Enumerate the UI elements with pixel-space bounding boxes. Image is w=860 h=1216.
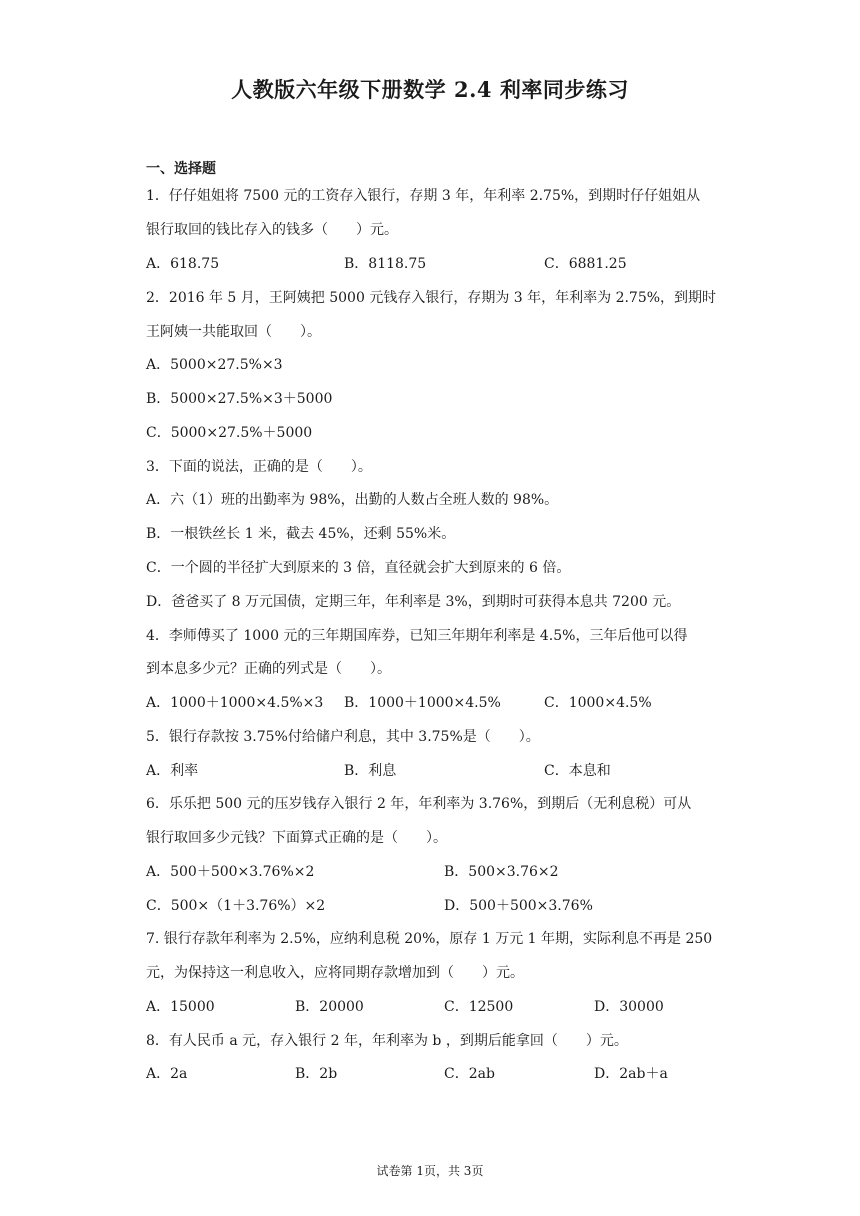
question-8-option-d: D．2ab＋a bbox=[594, 1066, 668, 1082]
section-heading: 一、选择题 bbox=[146, 161, 216, 177]
question-1-option-a: A．618.75 bbox=[146, 256, 220, 272]
question-7-option-c: C．12500 bbox=[444, 999, 514, 1015]
question-5-option-c: C．本息和 bbox=[544, 763, 611, 779]
question-5-option-b: B．利息 bbox=[344, 763, 397, 779]
question-7-line-1: 7. 银行存款年利率为 2.5%，应纳利息税 20%，原存 1 万元 1 年期，实际利息不再是 250 bbox=[146, 931, 713, 947]
question-4-option-c: C．1000×4.5% bbox=[544, 695, 652, 711]
question-7-option-d: D．30000 bbox=[594, 999, 664, 1015]
question-7-line-2: 元，为保持这一利息收入，应将同期存款增加到（ ）元。 bbox=[146, 965, 524, 981]
question-3-line-1: 3．下面的说法，正确的是（ ）。 bbox=[146, 459, 372, 475]
question-6-option-d: D．500＋500×3.76% bbox=[444, 898, 593, 914]
question-5-line-1: 5．银行存款按 3.75%付给储户利息，其中 3.75%是（ ）。 bbox=[146, 729, 540, 745]
question-4-line-1: 4．李师傅买了 1000 元的三年期国库券，已知三年期年利率是 4.5%，三年后他可以得 bbox=[146, 628, 688, 644]
question-6-option-c: C．500×（1＋3.76%）×2 bbox=[146, 898, 326, 914]
question-6-option-a: A．500＋500×3.76%×2 bbox=[146, 864, 315, 880]
question-6-option-b: B．500×3.76×2 bbox=[444, 864, 559, 880]
question-4-option-b: B．1000＋1000×4.5% bbox=[344, 695, 501, 711]
question-1-line-2: 银行取回的钱比存入的钱多（ ）元。 bbox=[146, 222, 398, 238]
question-2-line-2: 王阿姨一共能取回（ ）。 bbox=[146, 324, 321, 340]
question-2-option-b: B．5000×27.5%×3＋5000 bbox=[146, 391, 333, 407]
question-2-option-c: C．5000×27.5%＋5000 bbox=[146, 425, 313, 441]
question-8-option-a: A．2a bbox=[146, 1066, 188, 1082]
question-3-option-d: D．爸爸买了 8 万元国债，定期三年，年利率是 3%，到期时可获得本息共 7200 元。 bbox=[146, 594, 681, 610]
question-4-option-a: A．1000＋1000×4.5%×3 bbox=[146, 695, 324, 711]
question-5-option-a: A．利率 bbox=[146, 763, 199, 779]
question-6-line-1: 6．乐乐把 500 元的压岁钱存入银行 2 年，年利率为 3.76%，到期后（无利息税）可从 bbox=[146, 796, 692, 812]
question-6-line-2: 银行取回多少元钱？下面算式正确的是（ ）。 bbox=[146, 830, 447, 846]
question-1-line-1: 1．仔仔姐姐将 7500 元的工资存入银行，存期 3 年，年利率 2.75%，到期时仔仔姐姐从 bbox=[146, 188, 701, 204]
page-footer: 试卷第 1页，共 3页 bbox=[376, 1164, 484, 1178]
question-3-option-b: B．一根铁丝长 1 米，截去 45%，还剩 55%米。 bbox=[146, 526, 456, 542]
question-7-option-a: A．15000 bbox=[146, 999, 215, 1015]
question-3-option-a: A．六（1）班的出勤率为 98%，出勤的人数占全班人数的 98%。 bbox=[146, 492, 559, 508]
page-title: 人教版六年级下册数学 2.4 利率同步练习 bbox=[231, 77, 629, 102]
question-8-option-c: C．2ab bbox=[444, 1066, 495, 1082]
question-1-option-b: B．8118.75 bbox=[344, 256, 427, 272]
question-7-option-b: B．20000 bbox=[295, 999, 364, 1015]
question-2-option-a: A．5000×27.5%×3 bbox=[146, 357, 283, 373]
question-8-line-1: 8．有人民币 a 元，存入银行 2 年，年利率为 b ，到期后能拿回（ ）元。 bbox=[146, 1033, 628, 1049]
question-1-option-c: C．6881.25 bbox=[544, 256, 627, 272]
question-8-option-b: B．2b bbox=[295, 1066, 338, 1082]
question-2-line-1: 2．2016 年 5 月，王阿姨把 5000 元钱存入银行，存期为 3 年，年利率为 2.75%，到期时 bbox=[146, 290, 717, 306]
question-3-option-c: C．一个圆的半径扩大到原来的 3 倍，直径就会扩大到原来的 6 倍。 bbox=[146, 560, 571, 576]
question-4-line-2: 到本息多少元？正确的列式是（ ）。 bbox=[146, 661, 391, 677]
